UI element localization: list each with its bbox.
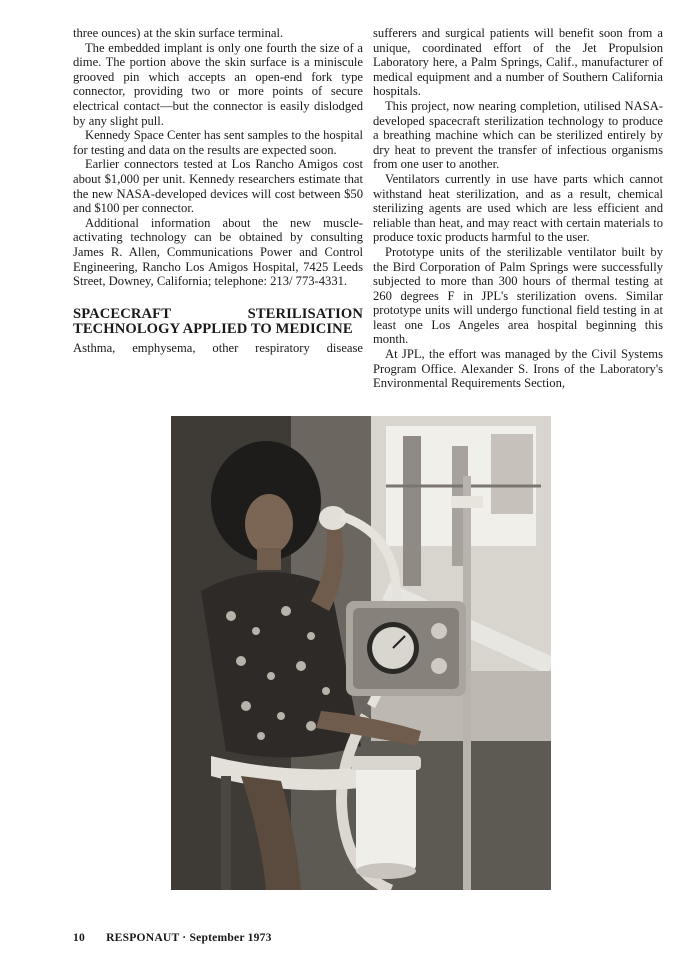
right-paragraph-1: sufferers and surgical patients will benefit soon from a unique, coordinated effort of the Jet Propulsion Laboratory here, a Palm Springs, Calif., manufacturer of medical equipment and a number of Southern California hospitals.	[373, 26, 663, 99]
right-column	[373, 26, 663, 391]
left-paragraph-2: The embedded implant is only one fourth the size of a dime. The portion above the skin surface is a miniscule grooved pin which accepts an open-end fork type connector, providing two or more points of secure electrical contact—but the connector is easily dislodged by any slight pull.	[73, 40, 363, 128]
left-paragraph-5: Additional information about the new muscle-activating technology can be obtained by consulting James R. Allen, Communications Power and Control Engineering, Rancho Los Amigos Hospital, 7425 Leeds Street, Downey, California; telephone: 213/ 773-4331.	[73, 215, 363, 289]
right-paragraph-5: At JPL, the effort was managed by the Civil Systems Program Office. Alexander S. Irons of the Laboratory's Environmental Requirements Section,	[373, 347, 663, 391]
ventilator-photograph	[171, 416, 551, 890]
page-number: 10	[73, 931, 85, 944]
right-paragraph-4: Prototype units of the sterilizable ventilator built by the Bird Corporation of Palm Springs were successfully subjected to more than 300 hours of thermal testing at 260 degrees F in JPL's sterilization ovens. Similar prototype units will undergo functional field testing in at least one Los Angeles area hospital beginning this month.	[373, 244, 663, 347]
publication-info: RESPONAUT · September 1973	[106, 931, 272, 944]
right-paragraph-2: This project, now nearing completion, utilised NASA-developed spacecraft sterilization technology to produce a breathing machine which can be sterilized entirely by dry heat to prevent the transfer of infectious organisms from one user to another.	[373, 98, 663, 172]
page-footer	[73, 931, 272, 944]
left-paragraph-4: Earlier connectors tested at Los Rancho Amigos cost about $1,000 per unit. Kennedy researchers estimate that the new NASA-developed devices will cost between $50 and $100 per connector.	[73, 157, 363, 216]
left-paragraph-1: three ounces) at the skin surface terminal.	[73, 26, 284, 40]
right-paragraph-3: Ventilators currently in use have parts which cannot withstand heat sterilization, and as a result, chemical sterilizing agents are used which are less efficient and reliable than heat, and may react with certain materials to produce toxic products harmful to the user.	[373, 171, 663, 245]
left-column	[73, 26, 363, 356]
left-paragraph-6: Asthma, emphysema, other respiratory disease	[73, 341, 363, 356]
left-paragraph-3: Kennedy Space Center has sent samples to the hospital for testing and data on the results are expected soon.	[73, 128, 363, 157]
photo-illustration	[171, 416, 551, 890]
section-heading: SPACECRAFT STERILISATION TECHNOLOGY APPLIED TO MEDICINE	[73, 305, 363, 337]
